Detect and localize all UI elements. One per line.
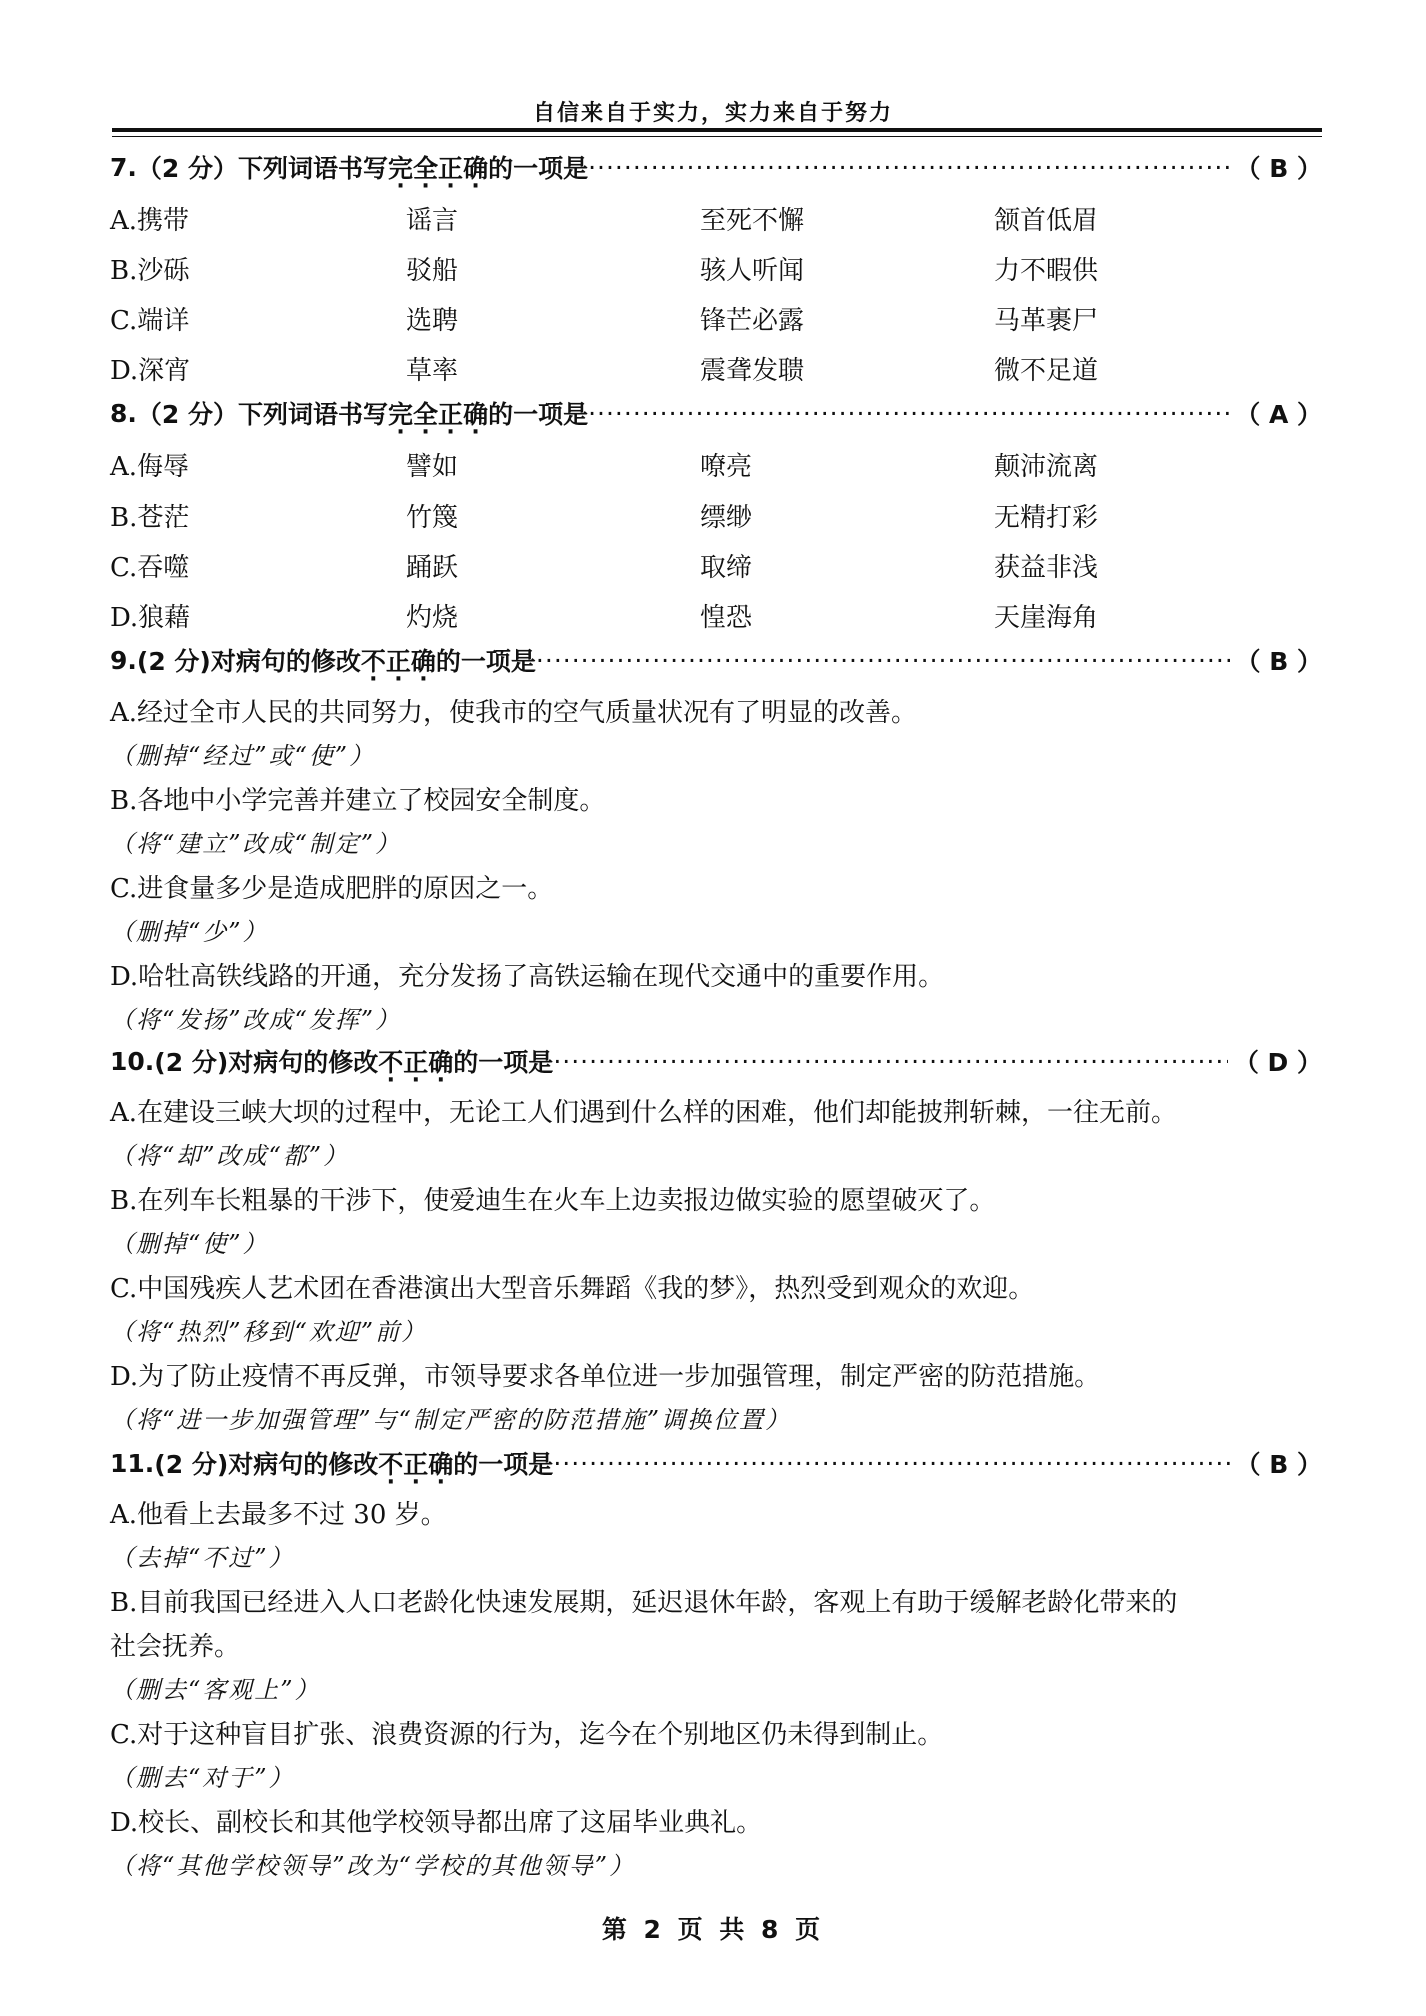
option-sentence-continued: 社会抚养。 <box>110 1632 241 1662</box>
correction-note: （删掉“使”） <box>110 1230 269 1258</box>
option-sentence: D.校长、副校长和其他学校领导都出席了这届毕业典礼。 <box>110 1808 763 1838</box>
option-row <box>110 497 1322 531</box>
question-stem-emphasis <box>361 642 436 678</box>
emphasis-char: 正 <box>438 154 464 183</box>
question-stem: 的一项是 <box>488 400 589 429</box>
option-sentence: A.经过全市人民的共同努力，使我市的空气质量状况有了明显的改善。 <box>110 698 918 728</box>
option-cell: 马革裹尸 <box>994 306 1099 336</box>
option-sentence: C.对于这种盲目扩张、浪费资源的行为，迄今在个别地区仍未得到制止。 <box>110 1720 944 1750</box>
option-cell: A.侮辱 <box>110 452 190 482</box>
emphasis-char: 全 <box>413 154 439 183</box>
option-cell: 无精打彩 <box>994 503 1099 533</box>
question-9-title <box>110 643 1322 677</box>
option-cell: C.端详 <box>110 306 190 336</box>
correction-note: （将“热烈”移到“欢迎”前） <box>110 1318 428 1346</box>
emphasis-char: 不 <box>378 1048 404 1077</box>
emphasis-char: 完 <box>388 400 414 429</box>
option-sentence: B.目前我国已经进入人口老龄化快速发展期，延迟退休年龄，客观上有助于缓解老龄化带来的 <box>110 1588 1178 1618</box>
option-cell: B.沙砾 <box>110 256 190 286</box>
answer-bracket: （ A ） <box>1235 400 1322 429</box>
question-stem: 的一项是 <box>453 1048 554 1077</box>
option-cell: 踊跃 <box>406 553 459 583</box>
option-cell: 驳船 <box>406 256 459 286</box>
emphasis-char: 确 <box>463 154 489 183</box>
option-row <box>110 547 1322 581</box>
emphasis-char: 确 <box>463 400 489 429</box>
option-cell: 谣言 <box>406 206 459 236</box>
question-11-title <box>110 1446 1322 1480</box>
correction-note: （将“其他学校领导”改为“学校的其他领导”） <box>110 1852 636 1880</box>
leader-dots <box>553 1047 1228 1076</box>
emphasis-char: 不 <box>360 647 386 676</box>
option-sentence: A.在建设三峡大坝的过程中，无论工人们遇到什么样的困难，他们却能披荆斩棘，一往无前。 <box>110 1098 1178 1128</box>
emphasis-char: 确 <box>428 1048 454 1077</box>
option-cell: 至死不懈 <box>700 206 805 236</box>
option-sentence: B.各地中小学完善并建立了校园安全制度。 <box>110 786 606 816</box>
option-row <box>110 250 1322 284</box>
correction-note: （删去“客观上”） <box>110 1676 321 1704</box>
option-sentence: D.为了防止疫情不再反弹，市领导要求各单位进一步加强管理，制定严密的防范措施。 <box>110 1362 1101 1392</box>
option-sentence: D.哈牡高铁线路的开通，充分发扬了高铁运输在现代交通中的重要作用。 <box>110 962 945 992</box>
leader-dots <box>553 1449 1229 1478</box>
option-cell: 锋芒必露 <box>700 306 805 336</box>
header-rule-thin <box>112 136 1322 137</box>
correction-note: （删掉“经过”或“使”） <box>110 742 376 770</box>
option-cell: C.吞噬 <box>110 553 190 583</box>
option-cell: 惶恐 <box>700 603 753 633</box>
option-cell: 力不暇供 <box>994 256 1099 286</box>
option-cell: D.深宵 <box>110 356 191 386</box>
emphasis-char: 正 <box>403 1048 429 1077</box>
question-stem: (2 分)对病句的修改 <box>136 647 361 676</box>
emphasis-char: 确 <box>428 1450 454 1479</box>
option-cell: 缥缈 <box>700 503 753 533</box>
option-row <box>110 300 1322 334</box>
leader-dots <box>536 646 1230 675</box>
question-stem-emphasis <box>378 1445 453 1481</box>
question-number: 11. <box>110 1448 155 1478</box>
option-row <box>110 597 1322 631</box>
option-sentence: B.在列车长粗暴的干涉下，使爱迪生在火车上边卖报边做实验的愿望破灭了。 <box>110 1186 996 1216</box>
option-row <box>110 446 1322 480</box>
option-row <box>110 350 1322 384</box>
page-footer: 第 2 页 共 8 页 <box>601 1915 825 1944</box>
question-stem-emphasis <box>388 395 488 431</box>
correction-note: （将“建立”改成“制定”） <box>110 830 402 858</box>
question-stem: (2 分)对病句的修改 <box>154 1450 379 1479</box>
option-cell: 颔首低眉 <box>994 206 1099 236</box>
question-stem: 的一项是 <box>453 1450 554 1479</box>
question-10-title <box>110 1044 1322 1078</box>
question-number: 10. <box>110 1046 155 1076</box>
answer-bracket: （ B ） <box>1235 647 1322 676</box>
option-sentence: A.他看上去最多不过 30 岁。 <box>110 1500 447 1530</box>
header-motto: 自信来自于实力，实力来自于努力 <box>532 101 893 126</box>
option-cell: A.携带 <box>110 206 190 236</box>
correction-note: （将“发扬”改成“发挥”） <box>110 1006 402 1034</box>
correction-note: （去掉“不过”） <box>110 1544 295 1572</box>
option-cell: 颠沛流离 <box>994 452 1099 482</box>
option-sentence: C.进食量多少是造成肥胖的原因之一。 <box>110 874 554 904</box>
answer-bracket: （ B ） <box>1235 1450 1322 1479</box>
option-cell: 草率 <box>406 356 459 386</box>
question-stem: （2 分）下列词语书写 <box>136 154 389 183</box>
option-cell: D.狼藉 <box>110 603 191 633</box>
option-cell: 骇人听闻 <box>700 256 805 286</box>
correction-note: （删去“对于”） <box>110 1764 295 1792</box>
answer-bracket: （ B ） <box>1235 154 1322 183</box>
question-stem: 的一项是 <box>488 154 589 183</box>
option-cell: 譬如 <box>406 452 459 482</box>
option-row <box>110 200 1322 234</box>
correction-note: （将“却”改成“都”） <box>110 1142 350 1170</box>
option-cell: 嘹亮 <box>700 452 753 482</box>
emphasis-char: 正 <box>403 1450 429 1479</box>
question-8-title <box>110 396 1322 430</box>
header-rule-thick <box>112 128 1322 132</box>
option-cell: B.苍茫 <box>110 503 190 533</box>
correction-note: （删掉“少”） <box>110 918 269 946</box>
question-stem-emphasis <box>378 1043 453 1079</box>
emphasis-char: 完 <box>388 154 414 183</box>
question-stem-emphasis <box>388 149 488 185</box>
emphasis-char: 不 <box>378 1450 404 1479</box>
leader-dots <box>588 399 1229 428</box>
emphasis-char: 正 <box>385 647 411 676</box>
option-sentence: C.中国残疾人艺术团在香港演出大型音乐舞蹈《我的梦》，热烈受到观众的欢迎。 <box>110 1274 1035 1304</box>
correction-note: （将“进一步加强管理”与“制定严密的防范措施”调换位置） <box>110 1406 792 1434</box>
option-cell: 灼烧 <box>406 603 459 633</box>
option-cell: 获益非浅 <box>994 553 1099 583</box>
option-cell: 天崖海角 <box>994 603 1099 633</box>
question-number: 8. <box>110 398 137 428</box>
question-number: 9. <box>110 645 137 675</box>
emphasis-char: 正 <box>438 400 464 429</box>
question-stem: (2 分)对病句的修改 <box>154 1048 379 1077</box>
option-cell: 选聘 <box>406 306 459 336</box>
option-cell: 微不足道 <box>994 356 1099 386</box>
emphasis-char: 确 <box>410 647 436 676</box>
option-cell: 竹篾 <box>406 503 459 533</box>
question-stem: 的一项是 <box>435 647 536 676</box>
question-number: 7. <box>110 152 137 182</box>
question-7-title <box>110 150 1322 184</box>
leader-dots <box>588 153 1229 182</box>
option-cell: 取缔 <box>700 553 753 583</box>
emphasis-char: 全 <box>413 400 439 429</box>
answer-bracket: （ D ） <box>1233 1048 1322 1077</box>
question-stem: （2 分）下列词语书写 <box>136 400 389 429</box>
option-cell: 震聋发聩 <box>700 356 805 386</box>
